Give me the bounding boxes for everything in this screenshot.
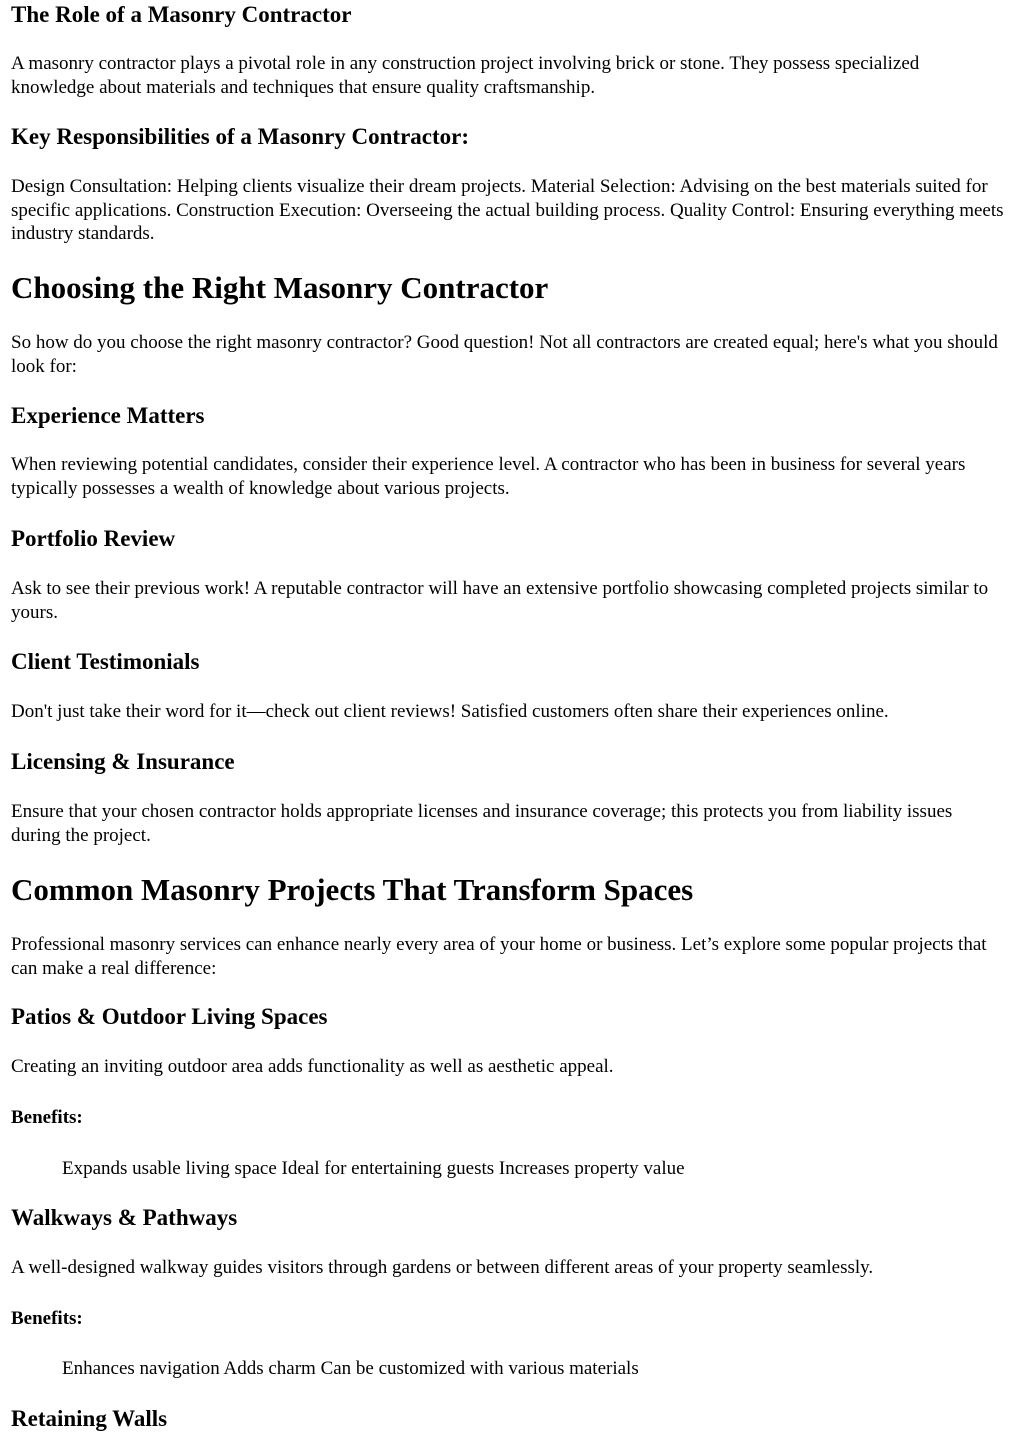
benefits-list bbox=[62, 1357, 1004, 1381]
list-item: Ideal for entertaining guests bbox=[281, 1158, 495, 1179]
walkways-pathways-heading: Walkways & Pathways bbox=[11, 1205, 238, 1230]
paragraph: Don't just take their word for it—check out client reviews! Satisfied customers often share their experiences online. bbox=[11, 701, 889, 722]
client-testimonials-heading: Client Testimonials bbox=[11, 649, 200, 674]
paragraph: When reviewing potential candidates, consider their experience level. A contractor who has been in business for several years typically possesses a wealth of knowledge about various projects. bbox=[11, 454, 966, 499]
paragraph: So how do you choose the right masonry contractor? Good question! Not all contractors are created equal; here's what you should look for: bbox=[11, 332, 998, 377]
benefits-heading: Benefits: bbox=[11, 1107, 83, 1128]
patios-outdoor-living-spaces-heading: Patios & Outdoor Living Spaces bbox=[11, 1004, 328, 1029]
list-item: Can be customized with various materials bbox=[320, 1358, 639, 1379]
list-item: Increases property value bbox=[498, 1158, 685, 1179]
list-item: Adds charm bbox=[223, 1358, 316, 1379]
paragraph: Professional masonry services can enhance nearly every area of your home or business. Let’s explore some popular projects that can make a real difference: bbox=[11, 934, 987, 979]
list-item: Expands usable living space bbox=[62, 1158, 277, 1179]
retaining-walls-heading: Retaining Walls bbox=[11, 1406, 168, 1431]
paragraph: Design Consultation: Helping clients visualize their dream projects. Material Selection: Advising on the best materials suited for specific applications. Construction Execution: Overseeing the actual building process. Quality Control: Ensuring everything meets industry standards. bbox=[11, 176, 1004, 244]
experience-matters-heading: Experience Matters bbox=[11, 403, 205, 428]
paragraph: A masonry contractor plays a pivotal role in any construction project involving brick or stone. They possess specialized knowledge about materials and techniques that ensure quality craftsmanship. bbox=[11, 53, 920, 98]
paragraph: Ensure that your chosen contractor holds appropriate licenses and insurance coverage; this protects you from liability issues during the project. bbox=[11, 801, 953, 846]
portfolio-review-heading: Portfolio Review bbox=[11, 526, 176, 551]
benefits-list bbox=[62, 1157, 1004, 1181]
list-item: Enhances navigation bbox=[62, 1358, 220, 1379]
paragraph: Ask to see their previous work! A reputable contractor will have an extensive portfolio showcasing completed projects similar to yours. bbox=[11, 578, 989, 623]
licensing-insurance-heading: Licensing & Insurance bbox=[11, 749, 235, 774]
paragraph: Creating an inviting outdoor area adds functionality as well as aesthetic appeal. bbox=[11, 1056, 614, 1077]
benefits-heading: Benefits: bbox=[11, 1308, 83, 1329]
paragraph: A well-designed walkway guides visitors through gardens or between different areas of your property seamlessly. bbox=[11, 1257, 874, 1278]
choosing-the-right-masonry-contractor-heading: Choosing the Right Masonry Contractor bbox=[11, 270, 549, 305]
the-role-of-a-masonry-contractor-heading: The Role of a Masonry Contractor bbox=[11, 2, 352, 27]
common-masonry-projects-that-transform-s-heading: Common Masonry Projects That Transform Spaces bbox=[11, 872, 694, 907]
key-responsibilities-of-a-masonry-contra-heading: Key Responsibilities of a Masonry Contractor: bbox=[11, 124, 470, 149]
